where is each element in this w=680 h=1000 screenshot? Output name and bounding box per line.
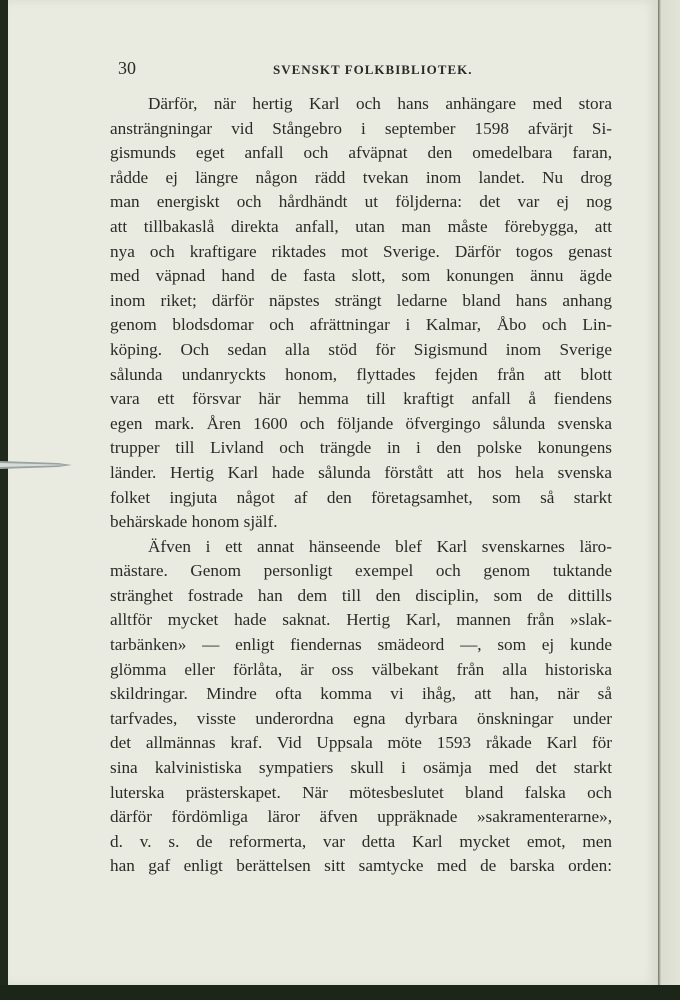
text-line: d. v. s. de reformerta, var detta Karl mycket emot, men [110, 831, 612, 851]
text-line: gismunds eget anfall och afväpnat den omedelbara faran, [110, 143, 612, 163]
bookmark-ribbon-icon [0, 458, 72, 472]
text-line: alltför mycket hade saknat. Hertig Karl, mannen från »slak- [110, 610, 612, 630]
body-text [110, 92, 612, 879]
text-line: glömma eller förlåta, är oss välbekant från alla historiska [110, 659, 612, 679]
text-line: Därför, när hertig Karl och hans anhängare med stora [148, 94, 612, 113]
text-line: ansträngningar vid Stångebro i september 1598 afvärjt Si- [110, 118, 612, 138]
text-line: att tillbakaslå direkta anfall, utan man måste förebygga, att [110, 216, 612, 236]
next-page-edge [658, 0, 680, 985]
text-line: luterska prästerskapet. När mötesbeslutet bland falska och [110, 782, 612, 802]
text-line: med väpnad hand de fasta slott, som konungen ännu ägde [110, 266, 612, 286]
text-line: länder. Hertig Karl hade sålunda förstått att hos hela svenska [110, 462, 612, 482]
text-line: rådde ej längre någon rädd tvekan inom landet. Nu drog [110, 167, 612, 187]
text-line: köping. Och sedan alla stöd för Sigismund inom Sverige [110, 339, 612, 359]
text-line: han gaf enligt berättelsen sitt samtycke med de barska orden: [110, 856, 612, 876]
text-line: vara ett försvar här hemma till kraftigt anfall å fiendens [110, 389, 612, 409]
text-line: det allmännas kraf. Vid Uppsala möte 1593 råkade Karl för [110, 733, 612, 753]
text-line: därför fördömliga läror äfven uppräknade »sakramenterarne», [110, 807, 612, 827]
text-line: nya och kraftigare riktades mot Sverige. Därför togos genast [110, 241, 612, 261]
text-line: trupper till Livland och trängde in i den polske konungens [110, 438, 612, 458]
text-line: tarfvades, visste underordna egna dyrbara önskningar under [110, 708, 612, 728]
text-line: folket ingjuta något af den företagsamhet, som så starkt [110, 487, 612, 507]
running-title: SVENSKT FOLKBIBLIOTEK. [273, 62, 473, 77]
text-line: tarbänken» — enligt fiendernas smädeord —, som ej kunde [110, 635, 612, 655]
paragraph-2 [110, 535, 612, 879]
text-line: behärskade honom själf. [110, 512, 278, 532]
text-line: sålunda undanryckts honom, flyttades fejden från att blott [110, 364, 612, 384]
text-line: egen mark. Åren 1600 och följande öfvergingo sålunda svenska [110, 413, 612, 433]
page-header [110, 58, 610, 80]
text-line: sina kalvinistiska sympatiers skull i osämja med det starkt [110, 758, 612, 778]
scan-background-edge [0, 985, 680, 1000]
text-line: stränghet fostrade han dem till den disciplin, som de dittills [110, 585, 612, 605]
page-number: 30 [118, 58, 136, 78]
paragraph-1 [110, 92, 612, 535]
text-line: inom riket; därför näpstes strängt ledarne bland hans anhang [110, 290, 612, 310]
text-line: Äfven i ett annat hänseende blef Karl svenskarnes läro- [148, 536, 612, 556]
text-line: genom blodsdomar och afrättningar i Kalmar, Åbo och Lin- [110, 315, 612, 335]
text-line: skildringar. Mindre ofta komma vi ihåg, att han, när så [110, 684, 612, 704]
text-line: man energiskt och hårdhändt ut följderna: det var ej nog [110, 192, 612, 212]
text-line: mästare. Genom personligt exempel och genom tuktande [110, 561, 612, 581]
